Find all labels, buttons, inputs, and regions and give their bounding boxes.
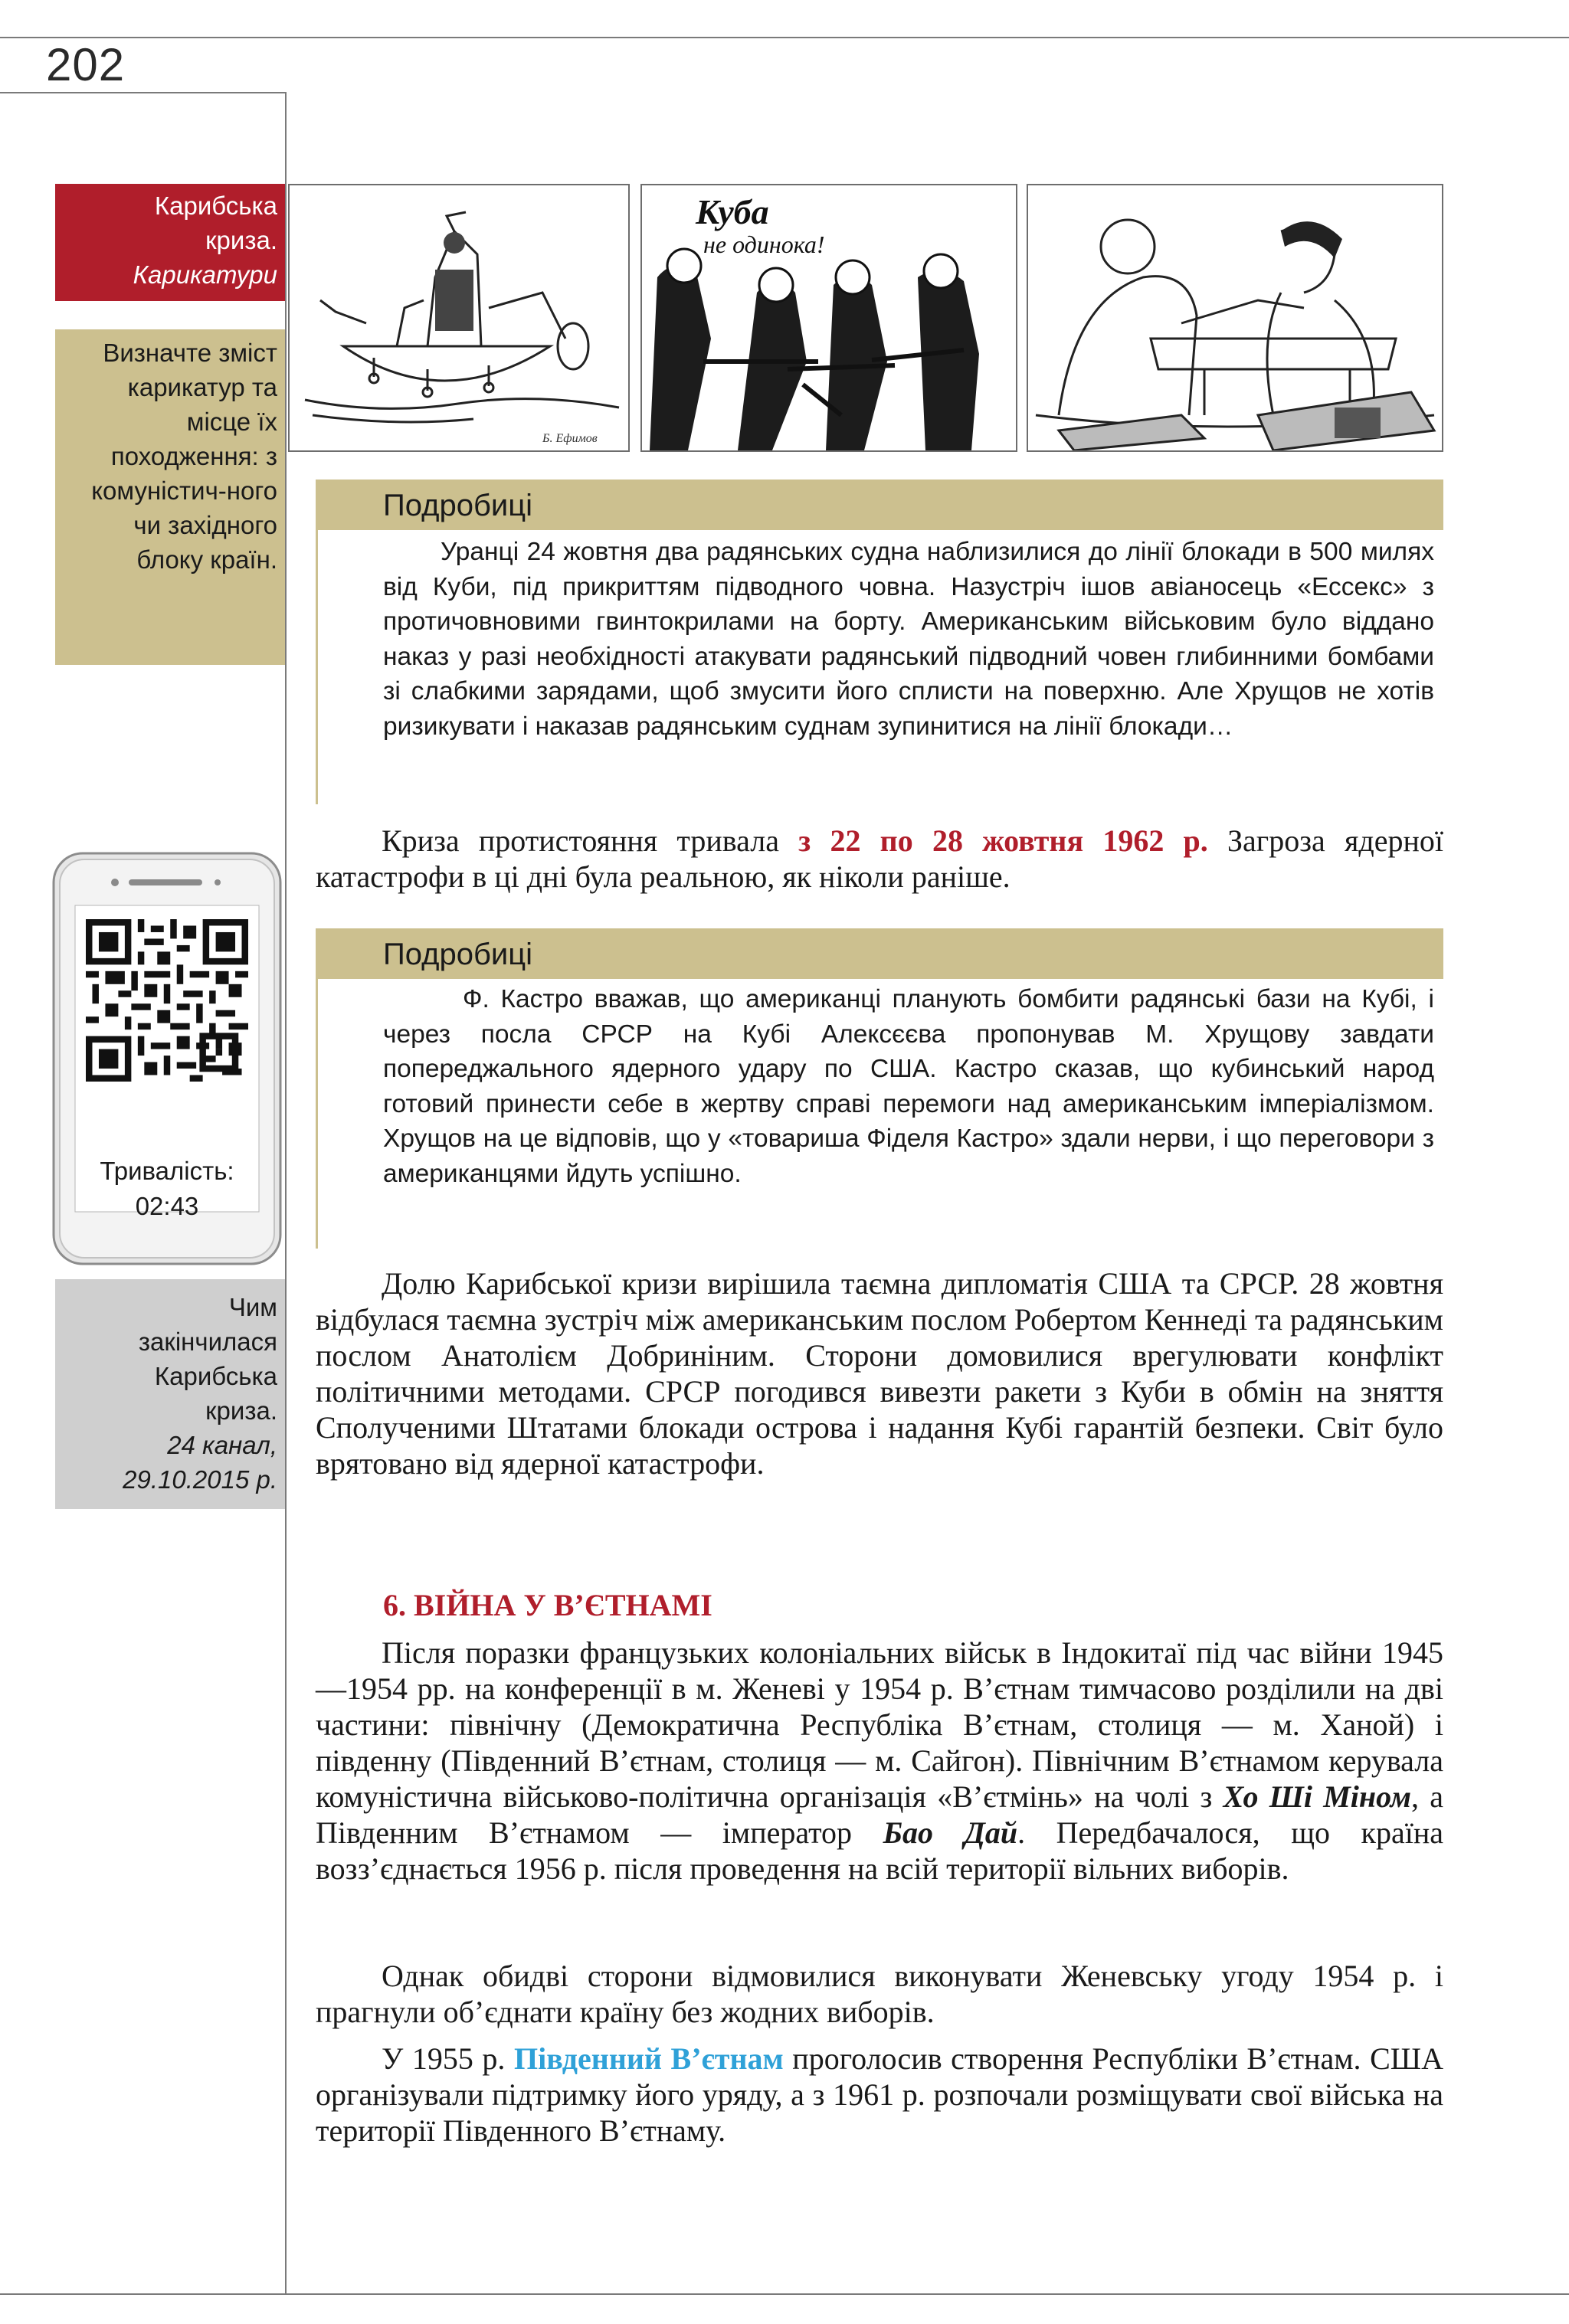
paragraph-resolution	[316, 1265, 1443, 1481]
para3-part1: Після поразки французьких колоніальних військ в Індокитаї під час війни 1945—1954 рр. на конференції в м. Женеві у 1954 р. В’єтнам тимчасово розділили на дві частини: північну (Демократична Республіка В’єтнам, столиця — м. Ханой) і південну (Південний В’єтнам, столиця — м. Сайгон). Північним В’єтнамом керувала комуністична військово-політична організація «В’єтмінь» на чолі з	[316, 1635, 1443, 1814]
details-rule-2	[316, 979, 318, 1249]
svg-text:не одинока!: не одинока!	[703, 231, 825, 258]
margin-divider	[285, 92, 287, 2295]
svg-text:Куба: Куба	[696, 192, 769, 231]
details-header-1	[316, 480, 1443, 530]
qr-code-icon[interactable]	[86, 919, 248, 1082]
paragraph-crisis-dates	[316, 823, 1443, 895]
paragraph-south-vietnam	[316, 2041, 1443, 2149]
video-caption-box	[55, 1279, 285, 1509]
para3-part2: , а Південним В’єтнамом — імператор	[316, 1779, 1444, 1850]
caption-subtitle: Карикатури	[133, 260, 277, 289]
video-phone[interactable]	[52, 852, 282, 1265]
cartoon-arm-wrestling	[1027, 184, 1443, 452]
caption-caribbean-crisis	[55, 184, 285, 301]
video-caption-text: Чим закінчилася Карибська криза.	[138, 1293, 277, 1425]
section-title: 6. ВІЙНА У В’ЄТНАМІ	[383, 1588, 712, 1622]
para1-text-before: Криза протистояння тривала	[382, 823, 799, 858]
cartoon-arm-wrestling-drawing-icon	[1028, 185, 1442, 450]
cartoon-boat	[288, 184, 630, 452]
video-duration	[75, 1154, 259, 1224]
para5-text-after: проголосив створення Республіки В’єтнам. США організували підтримку його уряду, а з 1961 р. розпочали розміщувати свої війська на території Південного В’єтнаму.	[316, 2041, 1443, 2148]
task-box	[55, 329, 285, 665]
bao-dai-name: Бао Дай	[883, 1815, 1018, 1850]
page-number-rule	[0, 92, 285, 93]
details-title-2: Подробиці	[383, 938, 532, 971]
video-caption-source: 24 канал, 29.10.2015 р.	[123, 1431, 277, 1494]
task-text: Визначте зміст карикатур та місце їх походження: з комуністич-ного чи західного блоку країн.	[91, 339, 277, 574]
para1-text-after: Загроза ядерної катастрофи в ці дні була реальною, як ніколи раніше.	[316, 823, 1444, 894]
page-number: 202	[46, 39, 126, 90]
south-vietnam-highlight: Південний В’єтнам	[513, 2041, 784, 2076]
top-rule	[0, 37, 1569, 38]
crisis-dates-highlight: з 22 по 28 жовтня 1962 р.	[798, 823, 1208, 858]
svg-text:Б. Ефимов: Б. Ефимов	[542, 432, 598, 445]
bottom-rule	[0, 2293, 1569, 2295]
details-header-2	[316, 928, 1443, 979]
para4-text: Однак обидві сторони відмовилися виконувати Женевську угоду 1954 р. і прагнули об’єднати країну без жодних виборів.	[316, 1959, 1443, 2029]
details-text-2: Ф. Кастро вважав, що американці планують бомбити радянські бази на Кубі, і через посла СРСР на Кубі Алексєєва пропонував М. Хрущову завдати попереджального ядерного удару по США. Кастро сказав, що кубинський народ готовий принести себе в жертву справі перемоги над американським імперіалізмом. Хрущов на це відповів, що у «товариша Фіделя Кастро» здали нерви, і що переговори з американцями йдуть успішно.	[383, 985, 1434, 1188]
cartoon-cuba-drawing-icon	[642, 185, 1016, 450]
details-text-1: Уранці 24 жовтня два радянських судна наблизилися до лінії блокади в 500 милях від Куби, під прикриттям підводного човна. Назустріч ішов авіаносець «Ессекс» з протичовновими гвинтокрилами на борту. Американським військовим було віддано наказ у разі необхідності атакувати радянський підводний човен глибинними бомбами зі слабкими зарядами, щоб змусити його сплисти на поверхню. Але Хрущов не хотів ризикувати і наказав радянським суднам зупинитися на лінії блокади…	[383, 538, 1434, 741]
duration-label: Тривалість:	[100, 1157, 234, 1185]
caption-title: Карибська криза.	[154, 191, 277, 254]
ho-chi-minh-name: Хо Ші Міном	[1223, 1779, 1411, 1814]
paragraph-vietnam-division	[316, 1635, 1443, 1887]
details-title-1: Подробиці	[383, 489, 532, 522]
paragraph-geneva-refusal	[316, 1958, 1443, 2030]
para2-text: Долю Карибської кризи вирішила таємна дипломатія США та СРСР. 28 жовтня відбулася таємна зустріч між американським послом Робертом Кеннеді та радянським послом Анатолієм Добриніним. Сторони домовилися врегулювати конфлікт політичними методами. СРСР погодився вивезти ракети з Куби в обмін на зняття Сполученими Штатами блокади острова і надання Кубі гарантій безпеки. Світ було врятовано від ядерної катастрофи.	[316, 1266, 1443, 1481]
duration-value: 02:43	[135, 1192, 199, 1220]
details-rule-1	[316, 530, 318, 804]
cartoon-cuba-not-alone	[640, 184, 1017, 452]
para3-part3: . Передбачалося, що країна возз’єднається 1956 р. після проведення на всій території вільних виборів.	[316, 1815, 1443, 1886]
cartoon-boat-drawing-icon	[290, 185, 628, 450]
para5-text-before: У 1955 р.	[382, 2041, 514, 2076]
